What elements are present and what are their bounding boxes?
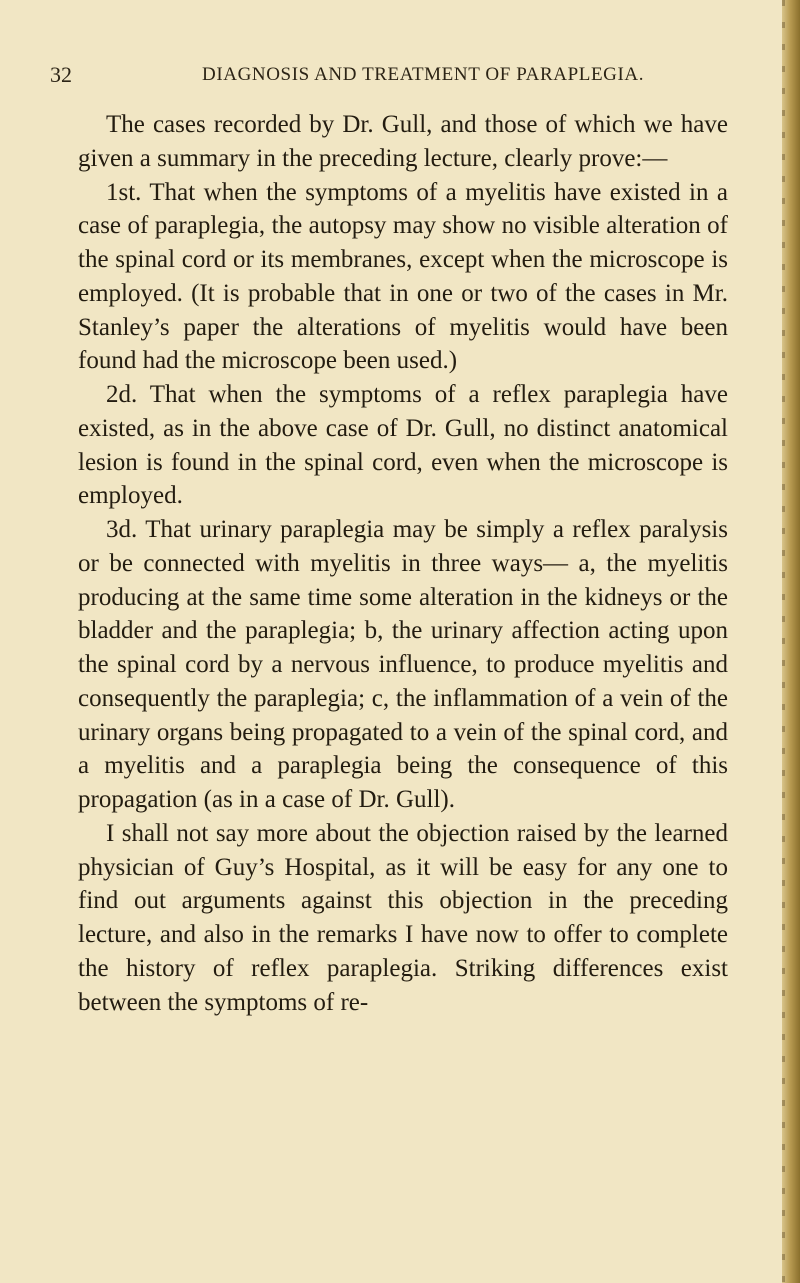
paragraph: The cases recorded by Dr. Gull, and those of which we have given a summary in the preceding lecture, clearly prove:— bbox=[78, 111, 728, 172]
page-header bbox=[50, 62, 740, 92]
paragraph: 3d. That urinary paraplegia may be simply a reflex paralysis or be connected with myelitis in three ways— a, the myelitis producing at the same time some alteration in the kidneys or the bladder and the paraplegia; b, the urinary affection acting upon the spinal cord by a nervous influence, to produce myelitis and consequently the paraplegia; c, the inflammation of a vein of the urinary organs being propagated to a vein of the spinal cord, and a myelitis and a paraplegia being the consequence of this propagation (as in a case of Dr. Gull). bbox=[78, 516, 728, 813]
paragraph: I shall not say more about the objection raised by the learned physician of Guy’s Hospital, as it will be easy for any one to find out arguments against this objection in the preceding lecture, and also in the remarks I have now to offer to complete the history of reflex paraplegia. Striking differences exist between the symptoms of re- bbox=[78, 819, 728, 1016]
page-edge bbox=[782, 0, 800, 1283]
body-text bbox=[78, 108, 728, 1019]
running-title: DIAGNOSIS AND TREATMENT OF PARAPLEGIA. bbox=[202, 64, 645, 85]
page-number: 32 bbox=[50, 62, 72, 87]
paragraph: 1st. That when the symptoms of a myelitis have existed in a case of paraplegia, the autopsy may show no visible alteration of the spinal cord or its membranes, except when the microscope is employed. (It is probable that in one or two of the cases in Mr. Stanley’s paper the alterations of myelitis would have been found had the microscope been used.) bbox=[78, 178, 728, 375]
paragraph: 2d. That when the symptoms of a reflex paraplegia have existed, as in the above case of Dr. Gull, no distinct anatomical lesion is found in the spinal cord, even when the microscope is employed. bbox=[78, 381, 728, 510]
